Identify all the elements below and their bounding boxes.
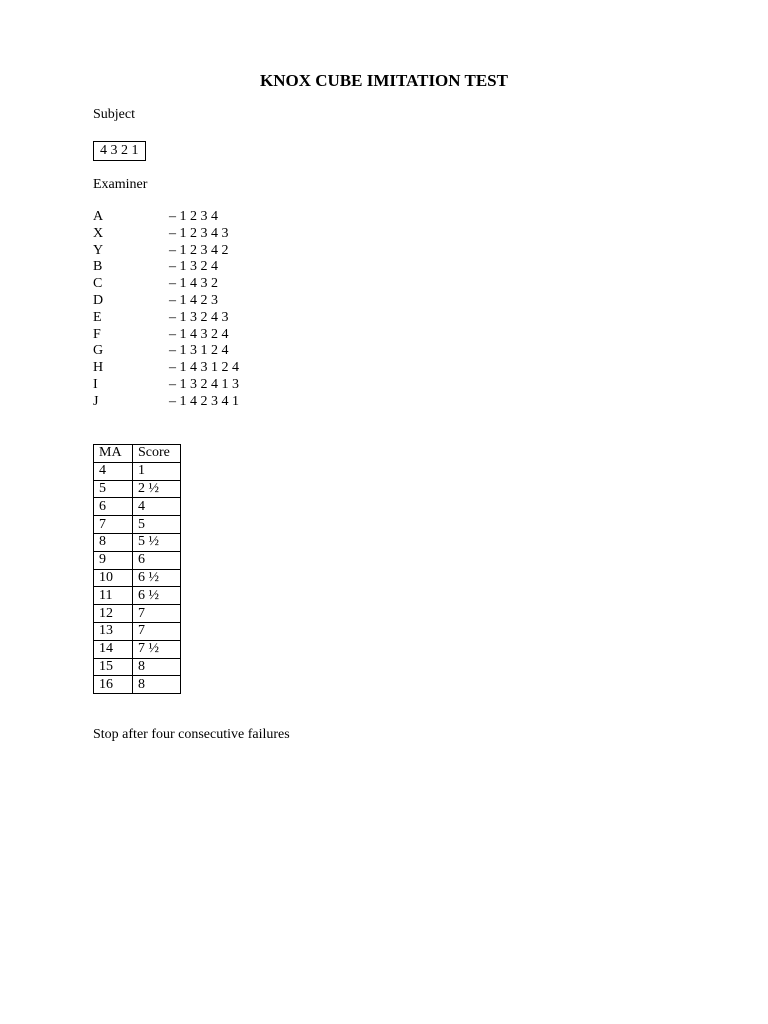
ma-cell: 6 <box>94 498 133 516</box>
table-row <box>94 551 181 569</box>
sequence-letter: X <box>93 225 104 241</box>
sequence-row <box>93 343 353 360</box>
score-cell: 7 <box>133 622 181 640</box>
sequence-letter: J <box>93 393 99 409</box>
table-row <box>94 569 181 587</box>
table-row <box>94 658 181 676</box>
score-cell: 7 ½ <box>133 640 181 658</box>
sequence-letter: D <box>93 292 104 308</box>
score-cell: 6 <box>133 551 181 569</box>
score-cell: 2 ½ <box>133 480 181 498</box>
sequence-row <box>93 377 353 394</box>
sequence-value: – 1 4 3 2 4 <box>169 326 229 342</box>
sequence-letter: H <box>93 360 104 376</box>
sequence-letter: G <box>93 343 104 359</box>
sequence-row <box>93 360 353 377</box>
footer-note: Stop after four consecutive failures <box>93 727 290 742</box>
ma-cell: 5 <box>94 480 133 498</box>
table-row <box>94 533 181 551</box>
ma-cell: 14 <box>94 640 133 658</box>
sequence-letter: B <box>93 259 103 275</box>
ma-cell: 10 <box>94 569 133 587</box>
sequence-row <box>93 310 353 327</box>
sequence-row <box>93 394 353 411</box>
sequence-letter: C <box>93 276 103 292</box>
score-cell: 5 ½ <box>133 533 181 551</box>
ma-cell: 11 <box>94 587 133 605</box>
subject-label: Subject <box>93 107 135 122</box>
ma-cell: 12 <box>94 605 133 623</box>
score-cell: 1 <box>133 462 181 480</box>
ma-score-table <box>93 444 181 694</box>
sequence-value: – 1 2 3 4 2 <box>169 242 229 258</box>
sequence-value: – 1 4 2 3 <box>169 292 218 308</box>
table-row <box>94 498 181 516</box>
score-cell: 7 <box>133 605 181 623</box>
score-header: Score <box>133 445 181 463</box>
table-row <box>94 587 181 605</box>
sequence-value: – 1 3 2 4 <box>169 259 218 275</box>
score-cell: 5 <box>133 516 181 534</box>
sequence-row <box>93 327 353 344</box>
ma-cell: 15 <box>94 658 133 676</box>
table-row <box>94 480 181 498</box>
table-row <box>94 516 181 534</box>
sequence-row <box>93 243 353 260</box>
sequence-letter: F <box>93 326 101 342</box>
table-row <box>94 462 181 480</box>
ma-cell: 13 <box>94 622 133 640</box>
table-header-row <box>94 445 181 463</box>
sequence-letter: A <box>93 209 104 224</box>
subject-sequence-box: 4 3 2 1 <box>93 141 146 161</box>
document-title: KNOX CUBE IMITATION TEST <box>260 71 508 90</box>
score-cell: 6 ½ <box>133 569 181 587</box>
score-cell: 6 ½ <box>133 587 181 605</box>
sequence-value: – 1 4 2 3 4 1 <box>169 393 239 409</box>
ma-cell: 9 <box>94 551 133 569</box>
sequence-letter: E <box>93 309 102 325</box>
sequence-row <box>93 209 353 226</box>
table-row <box>94 640 181 658</box>
score-cell: 8 <box>133 658 181 676</box>
sequence-value: – 1 4 3 2 <box>169 276 218 292</box>
ma-cell: 8 <box>94 533 133 551</box>
examiner-label: Examiner <box>93 177 148 192</box>
sequence-letter: I <box>93 376 98 392</box>
sequence-row <box>93 259 353 276</box>
sequence-value: – 1 2 3 4 <box>169 209 218 224</box>
sequence-value: – 1 3 2 4 1 3 <box>169 376 239 392</box>
sequence-letter: Y <box>93 242 104 258</box>
table-row <box>94 605 181 623</box>
table-row <box>94 622 181 640</box>
sequence-row <box>93 276 353 293</box>
score-cell: 8 <box>133 676 181 694</box>
ma-cell: 7 <box>94 516 133 534</box>
sequence-value: – 1 3 1 2 4 <box>169 343 229 359</box>
sequence-row <box>93 293 353 310</box>
ma-cell: 4 <box>94 462 133 480</box>
score-cell: 4 <box>133 498 181 516</box>
examiner-sequence-list <box>93 209 353 411</box>
sequence-value: – 1 3 2 4 3 <box>169 309 229 325</box>
sequence-row <box>93 226 353 243</box>
ma-cell: 16 <box>94 676 133 694</box>
ma-header: MA <box>94 445 133 463</box>
table-row <box>94 676 181 694</box>
sequence-value: – 1 2 3 4 3 <box>169 225 229 241</box>
sequence-value: – 1 4 3 1 2 4 <box>169 360 239 376</box>
